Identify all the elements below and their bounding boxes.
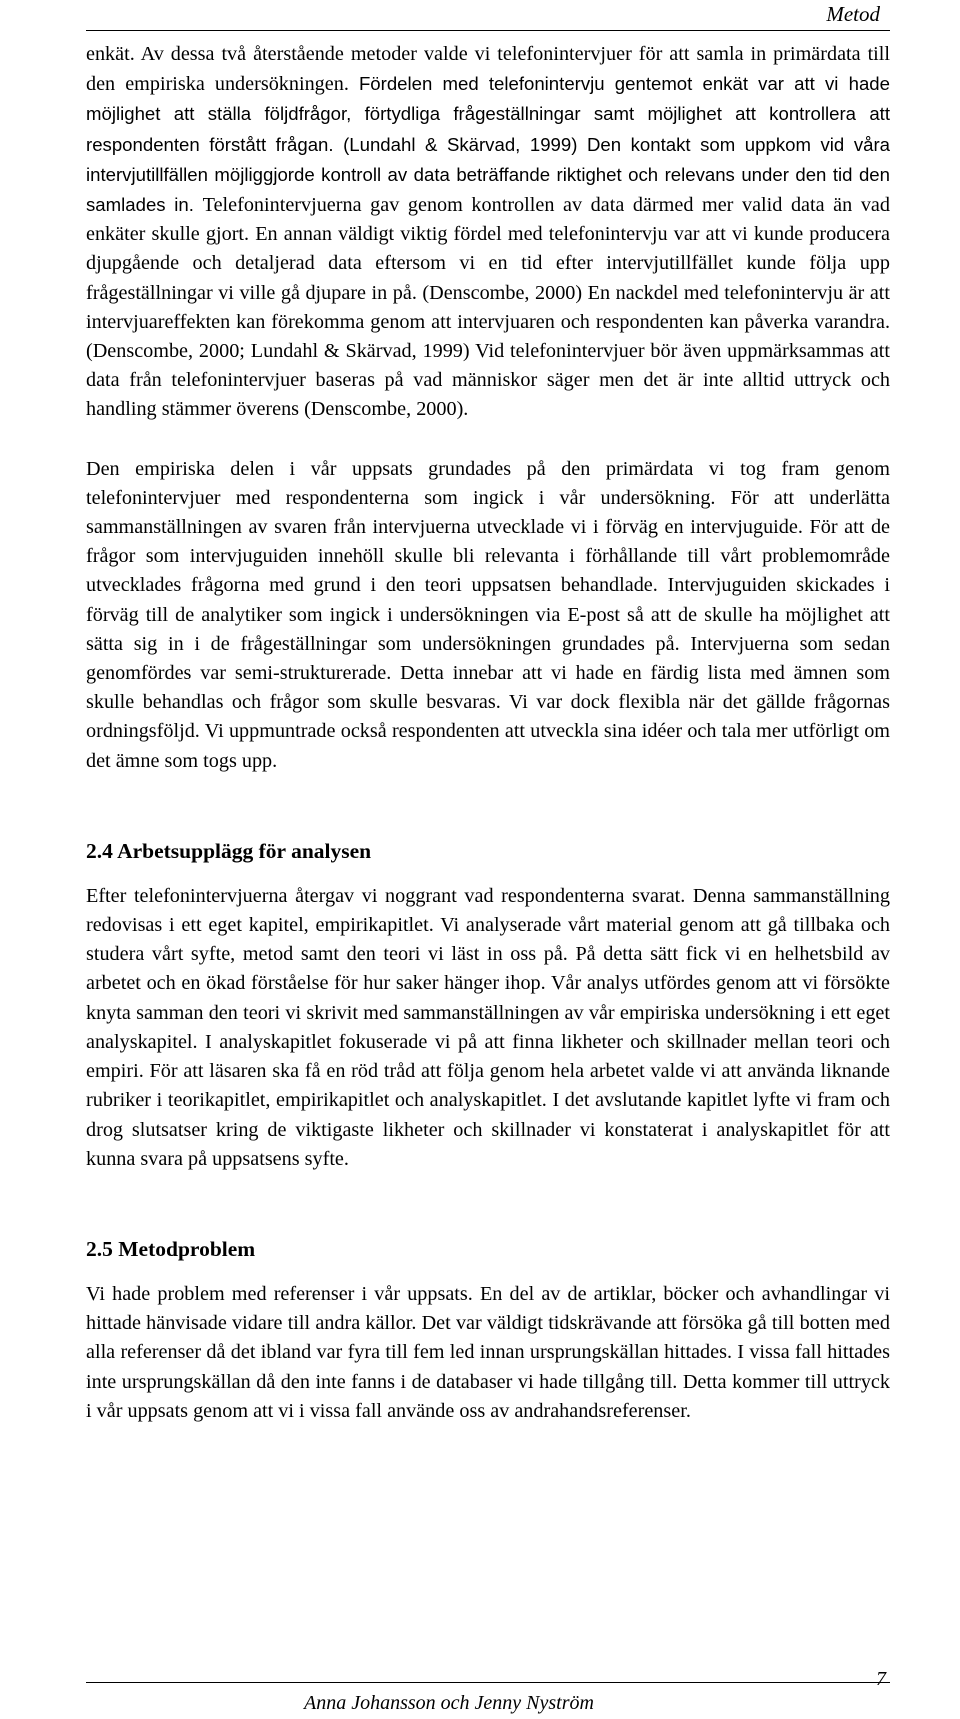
paragraph-analysis-1 [86,882,890,1174]
heading-gap [86,1264,890,1280]
section-gap [86,1174,890,1234]
text-run: Den empiriska delen i vår uppsats grundades på den primärdata vi tog fram genom telefonintervjuer med respondenterna som ingick i vår undersökning. För att underlätta sammanställningen av svaren från intervjuerna utvecklade vi i förväg en intervjuguide. För att de frågor som intervjuguiden innehöll skulle bli relevanta i förhållande till vårt problemområde utvecklades frågorna med grund i den teori uppsatsen behandlade. Intervjuguiden skickades i förväg till de analytiker som ingick i undersökningen via E-post så att de skulle ha möjlighet att sätta sig in i de frågeställningar som undersökningen grundades på. Intervjuerna som sedan genomfördes var semi-strukturerade. Detta innebar att vi hade en färdig lista med ämnen som skulle behandlas och frågor som skulle besvaras. Vi var dock flexibla när det gällde frågornas ordningsföljd. Vi uppmuntrade också respondenten att utveckla sina idéer och tala mer utförligt om det ämne som togs upp. [86,457,890,772]
section-heading-method-problems: 2.5 Metodproblem [86,1236,256,1261]
paragraph-method-problems-1 [86,1280,890,1426]
text-run: Telefonintervjuerna gav genom kontrollen av data därmed mer valid data än vad enkäter skulle gjort. En annan väldigt viktig fördel med telefonintervju var att vi kunde producera djupgående och detaljerad data eftersom vi en tid efter intervjutillfället kunde följa upp frågeställningar vi ville gå djupare in på. (Denscombe, 2000) En nackdel med telefonintervju är att intervjuareffekten kan förekomma genom att intervjuaren och respondenten kan påverka varandra. (Denscombe, 2000; Lundahl & Skärvad, 1999) Vid telefonintervjuer bör även uppmärksammas att data från telefonintervjuer baseras på vad människor säger men det är inte alltid uttryck och handling stämmer överens (Denscombe, 2000). [86,194,890,421]
footer-authors: Anna Johansson och Jenny Nyström [304,1692,594,1714]
text-run: Fördelen med telefonintervju gentemot enkät var att vi hade möjlighet att ställa följdfrågor, förtydliga frågeställningar samt möjlighet att kontrollera att respondenten förstått frågan. (Lundahl & Skärvad, 1999) Den kontakt som uppkom vid våra intervjutillfällen möjliggjorde kontroll av data beträffande riktighet och relevans under den tid den samlades in. [86,73,890,216]
section-gap [86,776,890,836]
page-number: 7 [876,1668,886,1690]
paragraph-intro-2 [86,455,890,776]
text-run: Vi hade problem med referenser i vår uppsats. En del av de artiklar, böcker och avhandlingar vi hittade hänvisade vidare till andra källor. Det var väldigt tidskrävande att försöka gå till botten med alla referenser då det ibland var fyra till fem led innan ursprungskällan hittades. I vissa fall hittades inte ursprungskällan då den inte fanns i de databaser vi hade tillgång till. Detta kommer till uttryck i vår uppsats genom att vi i vissa fall använde oss av andrahandsreferenser. [86,1282,890,1422]
heading-gap [86,866,890,882]
paragraph-intro-1 [86,40,890,425]
page-body [86,40,890,1426]
header-rule [86,30,890,31]
footer-rule [86,1682,890,1683]
text-run: enkät. Av dessa två återstående metoder valde vi telefonintervjuer för att samla in primärdata till den empiriska undersökningen. [86,43,890,96]
paragraph-gap [86,425,890,455]
header-title: Metod [826,2,880,26]
section-heading-analysis: 2.4 Arbetsupplägg för analysen [86,838,372,863]
text-run: Efter telefonintervjuerna återgav vi noggrant vad respondenterna svarat. Denna sammanställning redovisas i ett eget kapitel, empirikapitlet. Vi analyserade vårt material genom att gå tillbaka och studera vårt syfte, metod samt den teori vi läst in oss på. På detta sätt fick vi en helhetsbild av arbetet och en ökad förståelse för hur saker hänger ihop. Vår analys utfördes genom att vi försökte knyta samman den teori vi skrivit med sammanställningen av vår empiriska undersökning i ett eget analyskapitel. I analyskapitlet fokuserade vi på att finna likheter och skillnader mellan teori och empiri. För att läsaren ska få en röd tråd att följa genom hela arbetet valde vi att använda liknande rubriker i teorikapitlet, empirikapitlet och analyskapitlet. I det avslutande kapitlet lyfte vi fram och drog slutsatser kring de viktigaste likheter och skillnader vi konstaterat i analyskapitlet för att kunna svara på uppsatsens syfte. [86,884,890,1170]
